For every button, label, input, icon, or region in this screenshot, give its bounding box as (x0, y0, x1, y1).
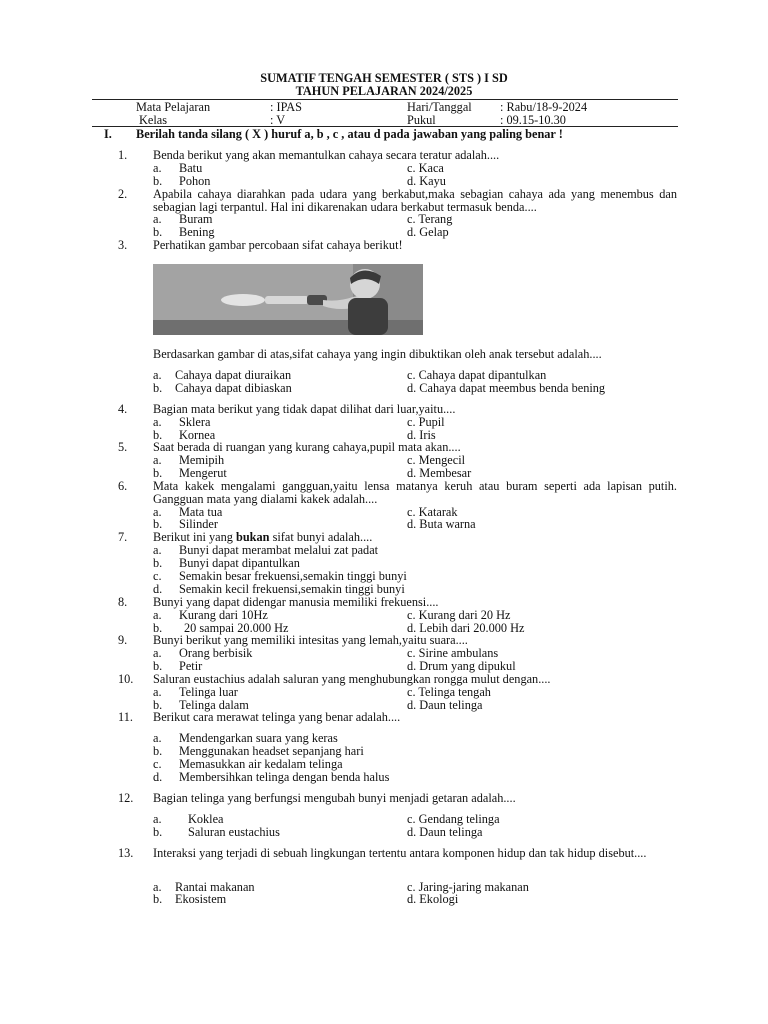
mapel-value: : IPAS (270, 100, 303, 114)
option-b: Pohon (179, 174, 211, 188)
option-c-letter: c. (153, 757, 162, 771)
option-b-letter: b. (153, 381, 163, 395)
option-b: Cahaya dapat dibiaskan (175, 381, 292, 395)
option-b: Silinder (179, 517, 218, 531)
option-d: Membersihkan telinga dengan benda halus (179, 770, 390, 784)
question-number: 8. (118, 595, 128, 609)
option-a-letter: a. (153, 880, 162, 894)
option-d: d. Ekologi (407, 892, 459, 906)
option-a-letter: a. (153, 646, 162, 660)
option-row (0, 745, 768, 758)
option-b: Menggunakan headset sepanjang hari (179, 744, 364, 758)
option-a-letter: a. (153, 415, 162, 429)
option-a: Mata tua (179, 505, 223, 519)
light-beam (221, 294, 265, 306)
option-b-letter: b. (153, 659, 163, 673)
option-a: Cahaya dapat diuraikan (175, 368, 292, 382)
option-row (0, 609, 768, 622)
option-b: 20 sampai 20.000 Hz (184, 621, 289, 635)
question-number: 11. (118, 710, 133, 724)
option-row (0, 647, 768, 660)
option-b: Telinga dalam (179, 698, 249, 712)
question-text-post: sifat bunyi adalah.... (269, 530, 373, 544)
flashlight-icon (265, 296, 309, 304)
child-body-icon (348, 298, 388, 335)
option-a-letter: a. (153, 731, 162, 745)
experiment-figure (153, 264, 423, 335)
question-text: Mata kakek mengalami gangguan,yaitu lensa matanya keruh atau buram seperti ada lapisan putih. Gangguan mata yang dialami kakek adalah.... (153, 479, 677, 506)
option-c: c. Mengecil (407, 453, 466, 467)
option-c: c. Pupil (407, 415, 445, 429)
option-c: c. Jaring-jaring makanan (407, 880, 529, 894)
option-d: d. Daun telinga (407, 698, 483, 712)
mapel-label: Mata Pelajaran (136, 100, 211, 114)
option-b-letter: b. (153, 621, 163, 635)
option-a: Telinga luar (179, 685, 238, 699)
option-a-letter: a. (153, 608, 162, 622)
option-c: c. Telinga tengah (407, 685, 491, 699)
option-row (0, 416, 768, 429)
option-c: c. Katarak (407, 505, 458, 519)
question-text: Saluran eustachius adalah saluran yang menghubungkan rongga mulut dengan.... (153, 672, 551, 686)
option-c: c. Kaca (407, 161, 444, 175)
option-row (0, 454, 768, 467)
option-a: Orang berbisik (179, 646, 253, 660)
kelas-value: : V (270, 113, 286, 127)
option-b-letter: b. (153, 698, 163, 712)
option-b-letter: b. (153, 892, 163, 906)
question-text: Perhatikan gambar percobaan sifat cahaya berikut! (153, 238, 403, 252)
option-a-letter: a. (153, 685, 162, 699)
option-d: d. Cahaya dapat meembus benda bening (407, 381, 606, 395)
question-text: Benda berikut yang akan memantulkan cahaya secara teratur adalah.... (153, 148, 500, 162)
option-c: c. Sirine ambulans (407, 646, 499, 660)
kelas-label: Kelas (139, 113, 167, 127)
question-number: 6. (118, 479, 128, 493)
option-b: Saluran eustachius (188, 825, 280, 839)
option-d-letter: d. (153, 582, 163, 596)
option-c: Memasukkan air kedalam telinga (179, 757, 343, 771)
option-row (0, 162, 768, 175)
option-b: Petir (179, 659, 203, 673)
question-number: 4. (118, 402, 128, 416)
question-number: 2. (118, 187, 128, 201)
option-a: Batu (179, 161, 203, 175)
question-text: Bunyi berikut yang memiliki intesitas yang lemah,yaitu suara.... (153, 633, 468, 647)
question-text: Berikut cara merawat telinga yang benar adalah.... (153, 710, 401, 724)
option-c: c. Cahaya dapat dipantulkan (407, 368, 547, 382)
option-row (0, 213, 768, 226)
option-a: Rantai makanan (175, 880, 255, 894)
option-c: c. Kurang dari 20 Hz (407, 608, 511, 622)
option-a: Buram (179, 212, 213, 226)
exam-year: TAHUN PELAJARAN 2024/2025 (295, 84, 473, 98)
option-d: Semakin kecil frekuensi,semakin tinggi bunyi (179, 582, 405, 596)
section-number: I. (104, 127, 112, 141)
option-a-letter: a. (153, 453, 162, 467)
option-b: Mengerut (179, 466, 227, 480)
option-d: d. Gelap (407, 225, 449, 239)
option-b-letter: b. (153, 174, 163, 188)
option-b-letter: b. (153, 825, 163, 839)
question-text: Bagian telinga yang berfungsi mengubah bunyi menjadi getaran adalah.... (153, 791, 516, 805)
option-d: d. Iris (407, 428, 436, 442)
option-row (0, 732, 768, 745)
question-number: 7. (118, 530, 128, 544)
option-d-letter: d. (153, 770, 163, 784)
option-row (0, 893, 768, 906)
option-row (0, 382, 768, 395)
option-a: Bunyi dapat merambat melalui zat padat (179, 543, 379, 557)
question-text: Apabila cahaya diarahkan pada udara yang berkabut,maka sebagian cahaya ada yang menembus dan sebagian lagi terpantul. Hal ini dikarenakan udara berkabut termasuk benda.... (153, 187, 677, 214)
option-b-letter: b. (153, 517, 163, 531)
question-number: 3. (118, 238, 128, 252)
option-b-letter: b. (153, 466, 163, 480)
option-a-letter: a. (153, 812, 162, 826)
option-b: Bunyi dapat dipantulkan (179, 556, 300, 570)
question-number: 13. (118, 846, 134, 860)
option-row (0, 686, 768, 699)
question-number: 5. (118, 440, 128, 454)
question-number: 9. (118, 633, 128, 647)
option-a-letter: a. (153, 505, 162, 519)
question-text-bold: bukan (236, 530, 270, 544)
option-a: Koklea (188, 812, 224, 826)
hari-value: : Rabu/18-9-2024 (500, 100, 588, 114)
exam-title: SUMATIF TENGAH SEMESTER ( STS ) I SD (260, 71, 508, 85)
question-text-2: Berdasarkan gambar di atas,sifat cahaya yang ingin dibuktikan oleh anak tersebut adalah.... (153, 347, 602, 361)
option-b: Ekosistem (175, 892, 227, 906)
option-d: d. Buta warna (407, 517, 476, 531)
question-number: 10. (118, 672, 134, 686)
option-row (0, 544, 768, 557)
option-row (0, 771, 768, 784)
option-a-letter: a. (153, 368, 162, 382)
question-text: Bunyi yang dapat didengar manusia memiliki frekuensi.... (153, 595, 439, 609)
pukul-label: Pukul (407, 113, 436, 127)
option-c-letter: c. (153, 569, 162, 583)
option-b-letter: b. (153, 556, 163, 570)
question-text: Bagian mata berikut yang tidak dapat dilihat dari luar,yaitu.... (153, 402, 456, 416)
option-b-letter: b. (153, 744, 163, 758)
question-text-pre: Berikut ini yang (153, 530, 236, 544)
question-text: Interaksi yang terjadi di sebuah lingkungan tertentu antara komponen hidup dan tak hidup disebut.... (153, 846, 647, 860)
option-a: Kurang dari 10Hz (179, 608, 268, 622)
option-d: d. Daun telinga (407, 825, 483, 839)
option-d: d. Membesar (407, 466, 472, 480)
question-number: 12. (118, 791, 134, 805)
pukul-value: : 09.15-10.30 (500, 113, 566, 127)
section-instruction: Berilah tanda silang ( X ) huruf a, b , c , atau d pada jawaban yang paling benar ! (136, 127, 563, 141)
question-number: 1. (118, 148, 128, 162)
option-row (0, 518, 768, 531)
question-text: Saat berada di ruangan yang kurang cahaya,pupil mata akan.... (153, 440, 461, 454)
option-a: Memipih (179, 453, 225, 467)
option-b: Bening (179, 225, 215, 239)
option-b-letter: b. (153, 428, 163, 442)
option-c: c. Terang (407, 212, 453, 226)
option-row (0, 369, 768, 382)
option-a: Sklera (179, 415, 211, 429)
option-a-letter: a. (153, 212, 162, 226)
option-c: Semakin besar frekuensi,semakin tinggi bunyi (179, 569, 407, 583)
option-d: d. Kayu (407, 174, 446, 188)
option-d: d. Lebih dari 20.000 Hz (407, 621, 525, 635)
option-d: d. Drum yang dipukul (407, 659, 516, 673)
option-a-letter: a. (153, 161, 162, 175)
option-row (0, 826, 768, 839)
option-b: Kornea (179, 428, 216, 442)
option-c: c. Gendang telinga (407, 812, 500, 826)
option-b-letter: b. (153, 225, 163, 239)
option-a-letter: a. (153, 543, 162, 557)
option-row (0, 813, 768, 826)
option-a: Mendengarkan suara yang keras (179, 731, 338, 745)
hari-label: Hari/Tanggal (407, 100, 472, 114)
